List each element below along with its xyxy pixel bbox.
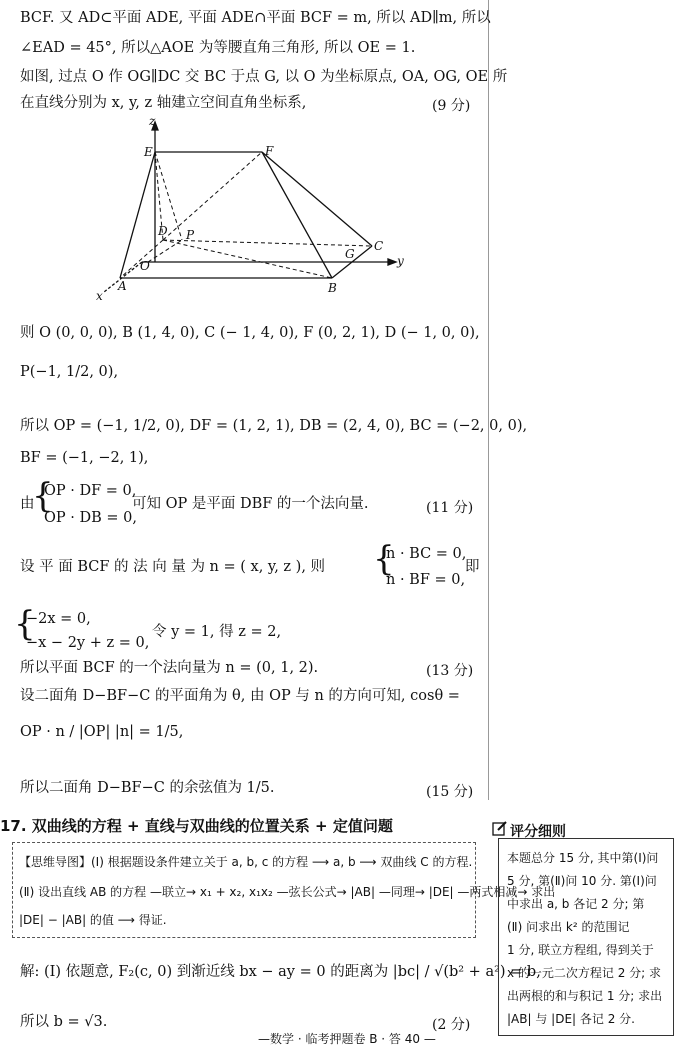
grading-line-7: 出两根的和与积记 1 分; 求出 xyxy=(507,989,663,1003)
text-line-9b: OP · DB = 0, xyxy=(44,510,137,526)
brace-3: { xyxy=(14,604,36,644)
text-line-10a: n · BC = 0, xyxy=(386,546,467,562)
brace-1: { xyxy=(32,476,54,516)
mind-map-row-1: 【思维导图】(Ⅰ) 根据题设条件建立关于 a, b, c 的方程 ⟶ a, b ⟶ 双曲线 C 的方程. xyxy=(19,855,473,869)
mind-map-row-2: (Ⅱ) 设出直线 AB 的方程 —联立→ x₁ + x₂, x₁x₂ —弦长公式→ |AB| —同理→ |DE| —两式相减→ 求出 xyxy=(19,885,556,899)
score-13: (13 分) xyxy=(426,663,474,679)
grading-title: 评分细则 xyxy=(510,824,566,840)
text-line-2: ∠EAD = 45°, 所以△AOE 为等腰直角三角形, 所以 OE = 1. xyxy=(20,40,416,56)
pencil-note-icon xyxy=(492,820,508,836)
label-O: O xyxy=(140,259,150,273)
label-y: y xyxy=(397,254,404,268)
grading-line-6: x 的一元二次方程记 2 分; 求 xyxy=(507,966,662,980)
brace-2: { xyxy=(373,539,395,579)
text-line-7: 所以 OP = (−1, 1/2, 0), DF = (1, 2, 1), DB = (2, 4, 0), BC = (−2, 0, 0), xyxy=(20,418,528,434)
label-x: x xyxy=(96,289,103,303)
label-E: E xyxy=(144,145,153,159)
text-line-10: 设 平 面 BCF 的 法 向 量 为 n = ( x, y, z ), 则 xyxy=(20,559,326,575)
text-line-1: BCF. 又 AD⊂平面 ADE, 平面 ADE∩平面 BCF = m, 所以 AD∥m, 所以 xyxy=(20,10,491,26)
problem-17-heading: 17. 双曲线的方程 + 直线与双曲线的位置关系 + 定值问题 xyxy=(0,817,393,835)
grading-box xyxy=(498,838,674,1036)
text-line-8: BF = (−1, −2, 1), xyxy=(20,450,149,466)
mind-map-box xyxy=(12,842,556,938)
text-line-11b: −x − 2y + z = 0, xyxy=(26,635,150,651)
text-line-5: 则 O (0, 0, 0), B (1, 4, 0), C (− 1, 4, 0), F (0, 2, 1), D (− 1, 0, 0), xyxy=(20,325,480,341)
grading-line-8: |AB| 与 |DE| 各记 2 分. xyxy=(507,1012,635,1026)
text-line-10b: n · BF = 0, xyxy=(386,572,466,588)
page-footer: —数学 · 临考押题卷 B · 答 40 — xyxy=(258,1032,436,1046)
text-line-12: 所以平面 BCF 的一个法向量为 n = (0, 1, 2). xyxy=(20,660,319,676)
score-2: (2 分) xyxy=(432,1017,471,1033)
text-line-14: OP · n / |OP| |n| = 1/5, xyxy=(20,724,184,740)
label-A: A xyxy=(118,279,127,293)
text-line-9a: OP · DF = 0, xyxy=(44,483,137,499)
score-9: (9 分) xyxy=(432,98,471,114)
text-line-13: 设二面角 D−BF−C 的平面角为 θ, 由 OP 与 n 的方向可知, cosθ = xyxy=(20,688,460,704)
text-line-11a: −2x = 0, xyxy=(26,611,91,627)
text-line-4: 在直线分别为 x, y, z 轴建立空间直角坐标系, xyxy=(20,95,307,111)
grading-line-1: 本题总分 15 分, 其中第(Ⅰ)问 xyxy=(507,851,659,865)
label-C: C xyxy=(374,239,384,253)
text-line-6: P(−1, 1/2, 0), xyxy=(20,364,119,380)
score-11: (11 分) xyxy=(426,500,474,516)
label-B: B xyxy=(328,281,337,295)
solution-line-1: 解: (Ⅰ) 依题意, F₂(c, 0) 到渐近线 bx − ay = 0 的距离为 |bc| / √(b² + a²) = b, xyxy=(20,964,541,980)
edge-DC xyxy=(163,240,372,246)
text-line-10c: 即 xyxy=(465,559,480,575)
grading-line-5: 1 分, 联立方程组, 得到关于 xyxy=(507,943,654,957)
label-P: P xyxy=(186,228,195,242)
grading-line-2: 5 分, 第(Ⅱ)问 10 分. 第(Ⅰ)问 xyxy=(507,874,657,888)
y-arrow xyxy=(388,259,396,265)
text-line-15: 所以二面角 D−BF−C 的余弦值为 1/5. xyxy=(20,780,275,796)
score-15: (15 分) xyxy=(426,784,474,800)
grading-line-4: (Ⅱ) 问求出 k² 的范围记 xyxy=(507,920,630,934)
label-D: D xyxy=(158,224,168,238)
solution-line-2: 所以 b = √3. xyxy=(20,1014,108,1030)
edge-FB xyxy=(262,152,332,278)
text-line-9-prefix: 由 xyxy=(20,496,35,512)
edge-FC xyxy=(262,152,372,246)
label-z: z xyxy=(149,114,156,128)
grading-line-3: 中求出 a, b 各记 2 分; 第 xyxy=(507,897,645,911)
text-line-3: 如图, 过点 O 作 OG∥DC 交 BC 于点 G, 以 O 为坐标原点, OA, OG, OE 所 xyxy=(20,69,508,85)
text-line-11c: 令 y = 1, 得 z = 2, xyxy=(152,624,282,640)
text-line-9c: 可知 OP 是平面 DBF 的一个法向量. xyxy=(132,496,369,512)
mind-map-row-3: |DE| − |AB| 的值 ⟶ 得证. xyxy=(19,913,167,927)
label-G: G xyxy=(345,247,355,261)
label-F: F xyxy=(265,144,274,158)
edge-DB xyxy=(163,240,332,278)
